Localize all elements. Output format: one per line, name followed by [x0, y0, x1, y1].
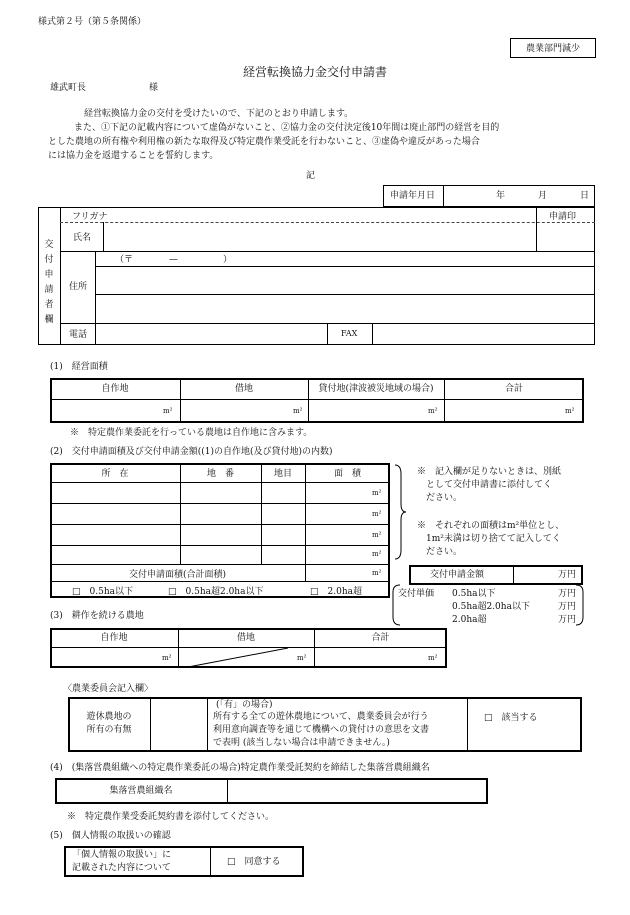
- unit-price-range-2: 0.5ha超2.0ha以下: [452, 602, 530, 612]
- intro-line-2: また、①下記の記載内容について虚偽がないこと、②協力金の交付決定後10年間は廃止部門の経営を目的: [74, 123, 500, 133]
- intro-line-1: 経営転換協力金の交付を受けたいので、下記のとおり申請します。: [84, 109, 354, 119]
- s3-header-total: 合計: [371, 633, 390, 643]
- postal-code: （〒 — ）: [115, 255, 233, 265]
- applicant-side-label: 交付申請者欄: [44, 240, 54, 325]
- section4-note: ※ 特定農作業受委託契約書を添付してください。: [67, 812, 275, 822]
- furigana-label: フリガナ: [72, 212, 108, 222]
- amount-unit: 万円: [558, 570, 577, 580]
- committee-text-1: (「有」の場合): [216, 700, 273, 710]
- s2-unit-row1: m²: [372, 489, 382, 497]
- s2-unit-row3: m²: [372, 531, 382, 539]
- s1-header-rented: 貸付地(津波被災地域の場合): [318, 384, 434, 394]
- section1-heading: (1) 経営面積: [50, 362, 108, 372]
- s1-header-own: 自作地: [101, 384, 129, 394]
- addressee: 雄武町長 様: [50, 83, 159, 93]
- section2-heading: (2) 交付申請面積及び交付申請金額((1)の自作地(及び貸付地)の内数): [50, 447, 333, 457]
- s3-unit-lease: m²: [297, 654, 307, 662]
- date-day: 日: [580, 191, 590, 201]
- amount-label: 交付申請金額: [430, 570, 485, 580]
- applicant-table: [38, 207, 595, 345]
- phone-label: 電話: [69, 330, 88, 340]
- s1-unit-total: m²: [565, 407, 575, 415]
- fax-label: FAX: [341, 329, 358, 338]
- form-number: 様式第２号（第５条関係）: [38, 17, 147, 27]
- brace-icon: [393, 464, 407, 560]
- s2-note-6: ださい。: [417, 547, 463, 557]
- s2-header-area: 面 積: [333, 469, 361, 479]
- s1-header-total: 合計: [504, 384, 523, 394]
- unit-price-label: 交付単価: [398, 589, 435, 599]
- s2-unit-total: m²: [372, 569, 382, 577]
- committee-label-1: 遊休農地の: [86, 712, 132, 722]
- committee-text-2: 所有する全ての遊休農地について、農業委員会が行う: [213, 712, 429, 722]
- section4-label: 集落営農組織名: [109, 786, 173, 796]
- page-title: 経営転換協力金交付申請書: [242, 65, 387, 79]
- s3-unit-own: m²: [162, 654, 172, 662]
- s2-note-2: として交付申請書に添付してく: [417, 480, 553, 490]
- s1-header-lease: 借地: [234, 384, 253, 394]
- unit-price-unit-3: 万円: [558, 615, 577, 625]
- s2-note-3: ださい。: [417, 493, 463, 503]
- s2-unit-row4: m²: [372, 550, 382, 558]
- s2-option-medium[interactable]: □ 0.5ha超2.0ha以下: [168, 587, 264, 597]
- s2-header-lot: 地 番: [206, 469, 234, 479]
- unit-price-unit-1: 万円: [558, 589, 577, 599]
- committee-check[interactable]: □ 該当する: [484, 713, 538, 723]
- s3-diagonal-line: [178, 647, 314, 668]
- date-year: 年: [496, 191, 506, 201]
- intro-line-3: とした農地の所有権や利用権の新たな取得及び特定農作業受託を行わないこと、③虚偽や違反があった場合: [48, 137, 480, 147]
- s2-header-location: 所 在: [101, 469, 129, 479]
- s2-option-large[interactable]: □ 2.0ha超: [310, 587, 362, 597]
- unit-price-range-1: 0.5ha以下: [452, 589, 496, 599]
- dept-box: [510, 38, 596, 58]
- section5-check[interactable]: □ 同意する: [227, 857, 281, 867]
- unit-price-unit-2: 万円: [558, 602, 577, 612]
- s1-unit-own: m²: [163, 407, 173, 415]
- s3-header-lease: 借地: [236, 633, 255, 643]
- s2-option-small[interactable]: □ 0.5ha以下: [72, 587, 133, 597]
- committee-text-3: 利用意向調査等を通じて機構への貸付けの意思を文書: [213, 725, 430, 735]
- committee-heading: 〈農業委員会記入欄〉: [63, 684, 154, 694]
- committee-text-4: で表明 (該当しない場合は申請できません。): [213, 738, 390, 748]
- ki-label: 記: [306, 171, 316, 181]
- seal-label: 申請印: [549, 212, 577, 222]
- s1-unit-lease: m²: [293, 407, 303, 415]
- s3-header-own: 自作地: [100, 633, 128, 643]
- s1-unit-rented: m²: [428, 407, 438, 415]
- s2-header-category: 地目: [273, 469, 292, 479]
- section4-heading: (4) (集落営農組織への特定農作業委託の場合)特定農作業受託契約を締結した集落営農組織名: [50, 763, 430, 773]
- address-label: 住所: [69, 282, 88, 292]
- section5-label-1: 「個人情報の取扱い」に: [72, 850, 172, 860]
- s2-note-1: ※ 記入欄が足りないときは、別紙: [417, 467, 562, 477]
- s2-note-5: 1m²未満は切り捨てて記入してく: [417, 534, 561, 544]
- unit-price-range-3: 2.0ha超: [452, 615, 487, 625]
- s2-note-4: ※ それぞれの面積はm²単位とし、: [417, 521, 565, 531]
- section5-label-2: 記載された内容について: [72, 863, 171, 873]
- date-label: 申請年月日: [390, 191, 436, 201]
- name-label: 氏名: [73, 233, 92, 243]
- s2-total-label: 交付申請面積(合計面積): [128, 570, 227, 580]
- s2-unit-row2: m²: [372, 510, 382, 518]
- section1-note: ※ 特定農作業委託を行っている農地は自作地に含みます。: [70, 428, 313, 438]
- dept-box-label: 農業部門減少: [525, 44, 580, 54]
- s3-unit-total: m²: [428, 654, 438, 662]
- section5-heading: (5) 個人情報の取扱いの確認: [50, 831, 171, 841]
- intro-line-4: には協力金を返還することを誓約します。: [48, 151, 219, 161]
- committee-label-2: 所有の有無: [86, 725, 132, 735]
- section3-heading: (3) 耕作を続ける農地: [50, 611, 144, 621]
- date-month: 月: [538, 191, 548, 201]
